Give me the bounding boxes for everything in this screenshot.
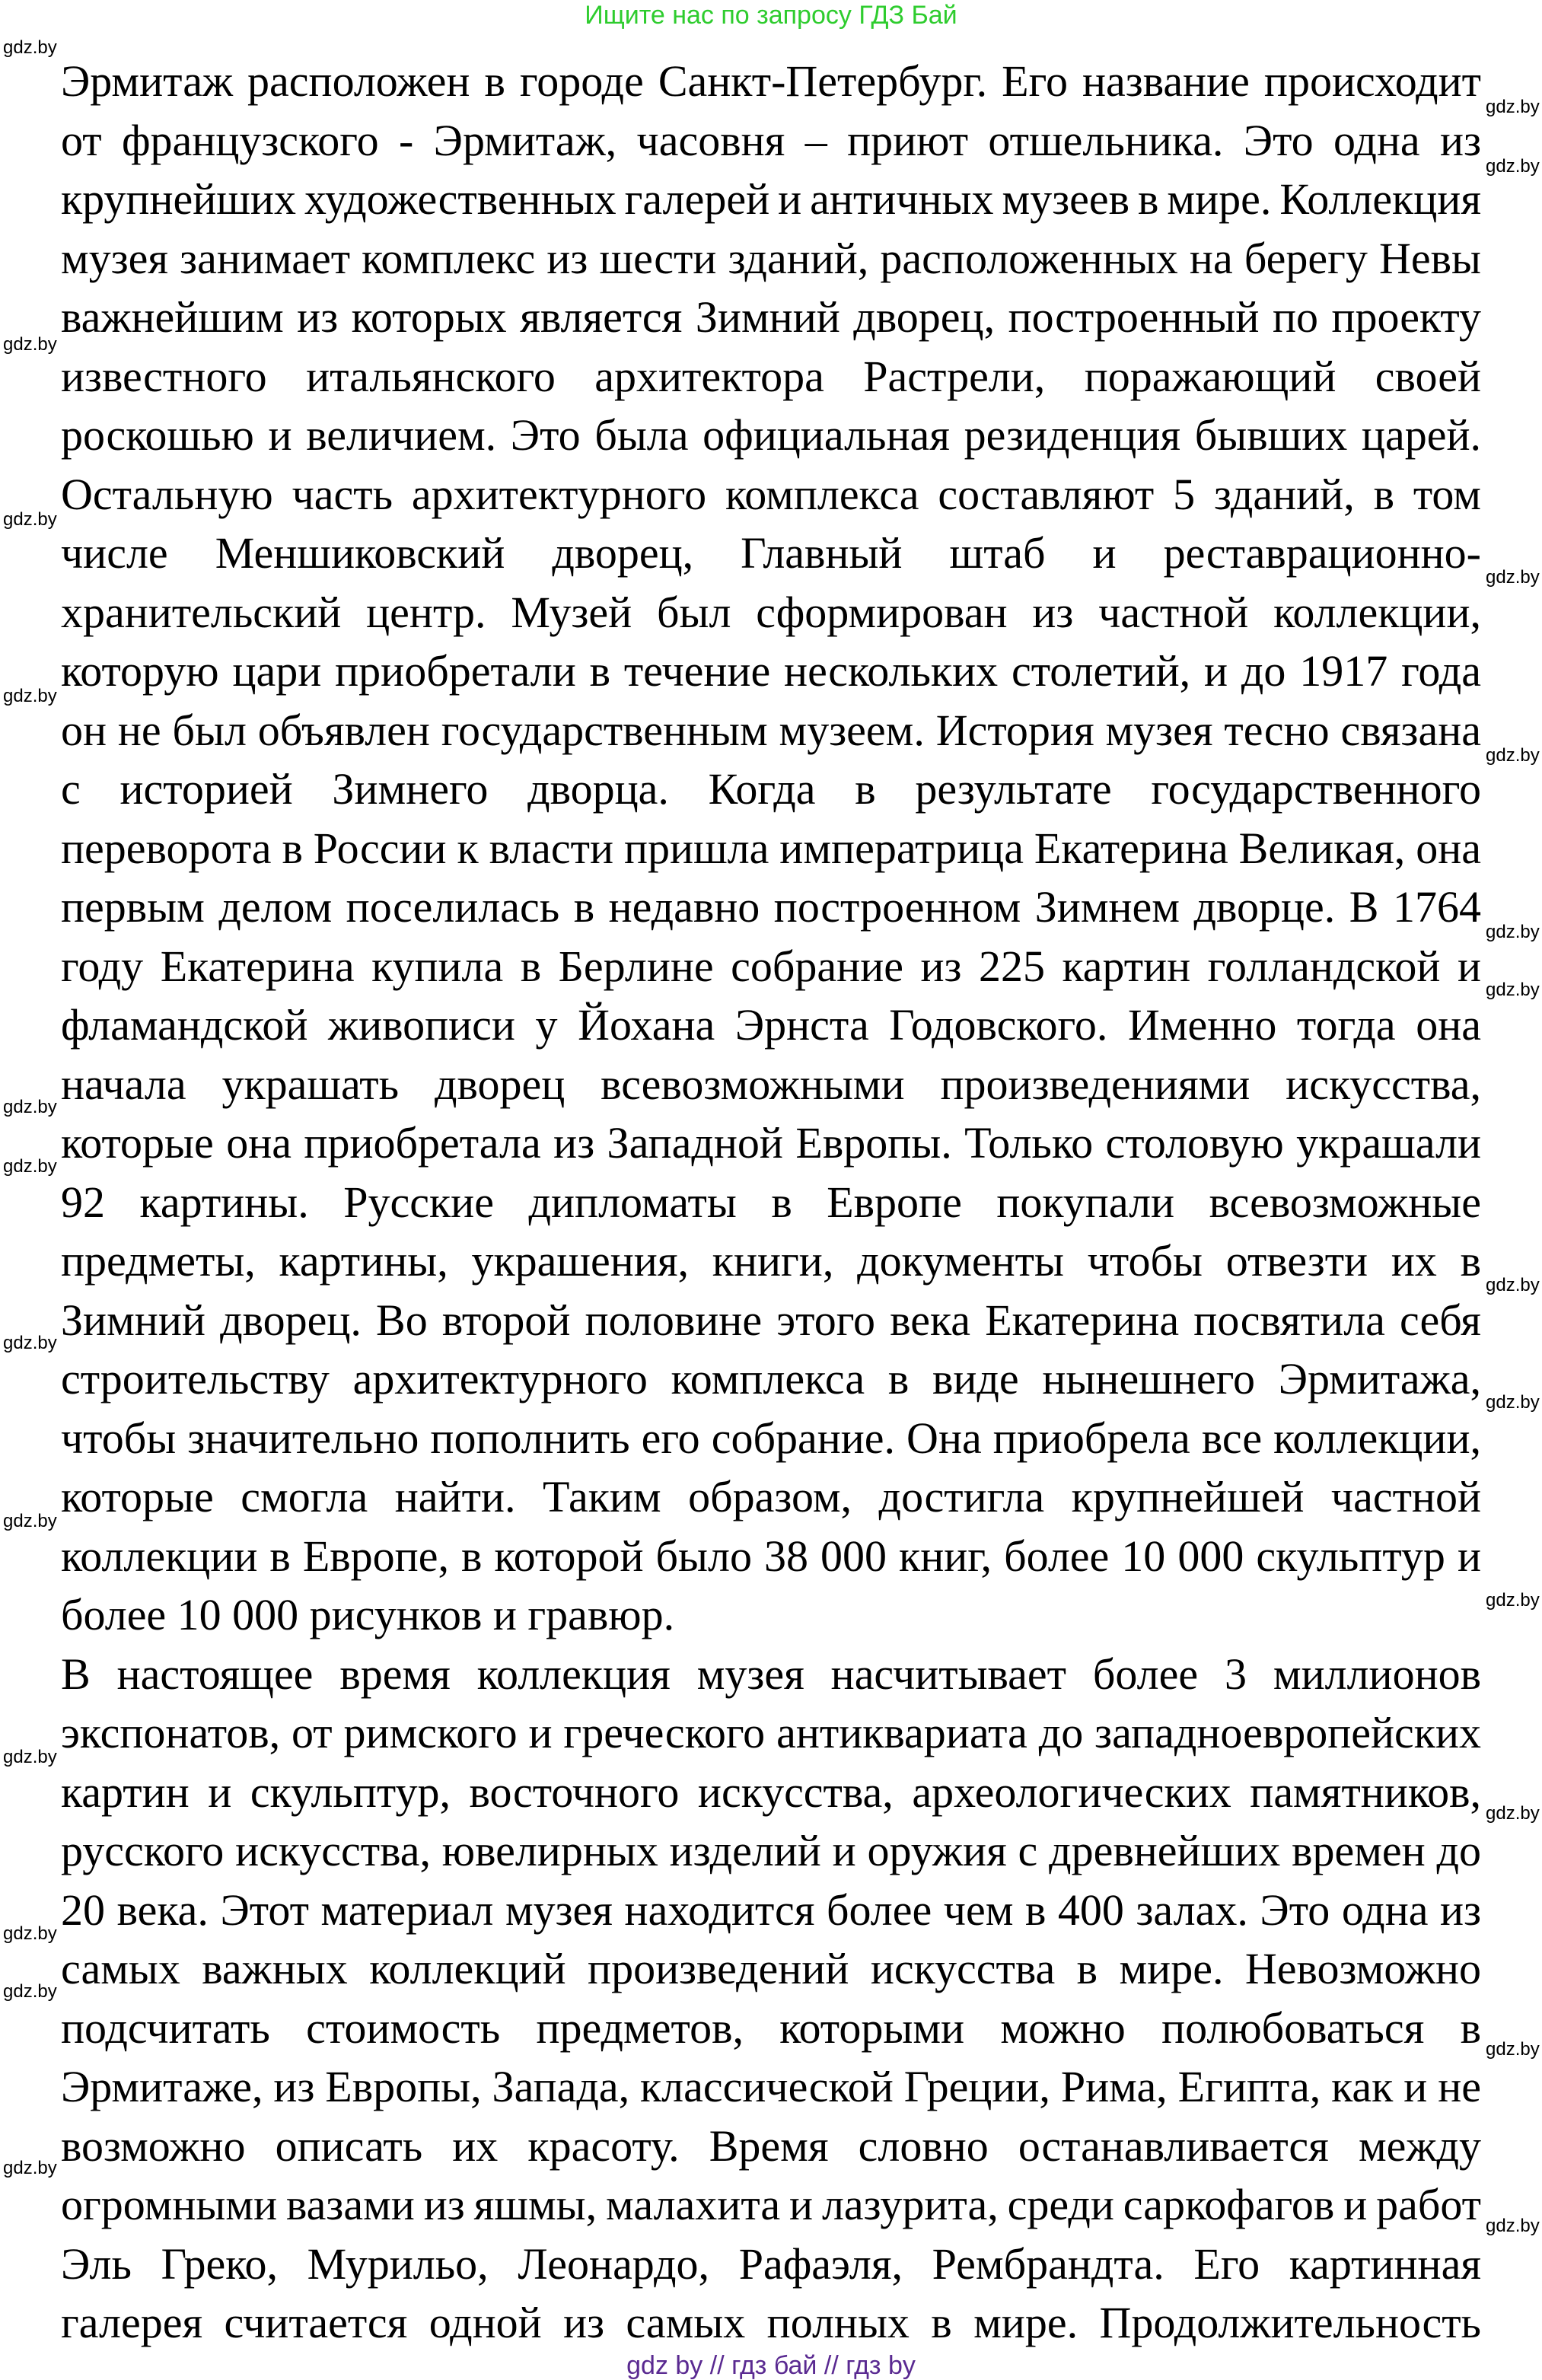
watermark: gdz.by bbox=[3, 1747, 57, 1767]
text-line: строительству архитектурного комплекса в виде нынешнего Эрмитажа, bbox=[61, 1354, 1481, 1403]
text-line: Эль Греко, Мурильо, Леонардо, Рафаэля, Рембрандта. Его картинная bbox=[61, 2238, 1481, 2289]
text-line: предметы, картины, украшения, книги, документы чтобы отвезти их в bbox=[61, 1236, 1481, 1286]
text-line: Зимний дворец. Во второй половине этого века Екатерина посвятила себя bbox=[61, 1295, 1481, 1345]
watermark: gdz.by bbox=[3, 686, 57, 706]
watermark: gdz.by bbox=[1486, 1275, 1540, 1295]
watermark: gdz.by bbox=[1486, 1392, 1540, 1413]
watermark: gdz.by bbox=[1486, 2216, 1540, 2236]
watermark: gdz.by bbox=[3, 1097, 57, 1117]
watermark: gdz.by bbox=[3, 1981, 57, 2002]
text-line: 92 картины. Русские дипломаты в Европе покупали всевозможные bbox=[61, 1177, 1481, 1227]
watermark: gdz.by bbox=[1486, 97, 1540, 117]
watermark: gdz.by bbox=[3, 509, 57, 530]
text-line: 20 века. Этот материал музея находится более чем в 400 залах. Это одна из bbox=[61, 1885, 1481, 1935]
text-line: Эрмитаж расположен в городе Санкт-Петербург. Его название происходит bbox=[61, 56, 1481, 106]
text-line: возможно описать их красоту. Время словно останавливается между bbox=[61, 2120, 1481, 2171]
text-line: более 10 000 рисунков и гравюр. bbox=[61, 1590, 675, 1639]
text-line: важнейшим из которых является Зимний дворец, построенный по проекту bbox=[61, 292, 1481, 342]
watermark: gdz.by bbox=[3, 334, 57, 355]
watermark: gdz.by bbox=[1486, 156, 1540, 177]
watermark: gdz.by bbox=[1486, 745, 1540, 766]
text-line: которые она приобретала из Западной Европы. Только столовую украшали bbox=[61, 1118, 1481, 1168]
watermark: gdz.by bbox=[3, 1333, 57, 1353]
document-text bbox=[61, 52, 1481, 2353]
text-line: первым делом поселилась в недавно построенном Зимнем дворце. В 1764 bbox=[61, 882, 1481, 932]
text-line: хранительский центр. Музей был сформирован из частной коллекции, bbox=[61, 587, 1481, 637]
text-line: Остальную часть архитектурного комплекса составляют 5 зданий, в том bbox=[61, 469, 1481, 519]
text-line: с историей Зимнего дворца. Когда в результате государственного bbox=[61, 764, 1481, 814]
text-line: роскошью и величием. Это была официальная резиденция бывших царей. bbox=[61, 410, 1481, 460]
watermark: gdz.by bbox=[1486, 922, 1540, 942]
text-line: экспонатов, от римского и греческого антиквариата до западноевропейских bbox=[61, 1708, 1481, 1757]
text-line: начала украшать дворец всевозможными произведениями искусства, bbox=[61, 1059, 1481, 1109]
watermark: gdz.by bbox=[3, 37, 57, 58]
text-line: крупнейших художественных галерей и античных музеев в мире. Коллекция bbox=[61, 174, 1481, 224]
watermark: gdz.by bbox=[1486, 1803, 1540, 1824]
text-line: картин и скульптур, восточного искусства, археологических памятников, bbox=[61, 1767, 1481, 1817]
text-line: от французского - Эрмитаж, часовня – приют отшельника. Это одна из bbox=[61, 115, 1481, 165]
text-line: галерея считается одной из самых полных в мире. Продолжительность bbox=[61, 2298, 1481, 2347]
text-line: огромными вазами из яшмы, малахита и лазурита, среди саркофагов и работ bbox=[61, 2180, 1481, 2229]
watermark: gdz.by bbox=[1486, 1590, 1540, 1611]
watermark: gdz.by bbox=[1486, 980, 1540, 1000]
text-line: году Екатерина купила в Берлине собрание из 225 картин голландской и bbox=[61, 941, 1481, 991]
text-line: которые смогла найти. Таким образом, достигла крупнейшей частной bbox=[61, 1472, 1481, 1521]
text-line: Эрмитаже, из Европы, Запада, классической Греции, Рима, Египта, как и не bbox=[61, 2062, 1481, 2111]
text-line: музея занимает комплекс из шести зданий, расположенных на берегу Невы bbox=[61, 233, 1481, 283]
text-line: коллекции в Европе, в которой было 38 000 книг, более 10 000 скульптур и bbox=[61, 1531, 1481, 1581]
text-line: русского искусства, ювелирных изделий и оружия с древнейших времен до bbox=[61, 1826, 1481, 1875]
text-line: числе Меншиковский дворец, Главный штаб и реставрационно- bbox=[61, 528, 1481, 578]
watermark: gdz.by bbox=[3, 1923, 57, 1944]
text-line: фламандской живописи у Йохана Эрнста Годовского. Именно тогда она bbox=[61, 1000, 1481, 1050]
footer-links[interactable]: gdz by // гдз бай // гдз by bbox=[626, 2351, 916, 2380]
watermark: gdz.by bbox=[1486, 567, 1540, 588]
watermark: gdz.by bbox=[3, 2158, 57, 2178]
watermark: gdz.by bbox=[3, 1156, 57, 1177]
text-line: чтобы значительно пополнить его собрание. Она приобрела все коллекции, bbox=[61, 1413, 1481, 1463]
text-line: известного итальянского архитектора Растрели, поражающий своей bbox=[61, 351, 1481, 401]
text-line: В настоящее время коллекция музея насчитывает более 3 миллионов bbox=[61, 1649, 1481, 1699]
text-line: подсчитать стоимость предметов, которыми можно полюбоваться в bbox=[61, 2002, 1481, 2053]
watermark: gdz.by bbox=[3, 1511, 57, 1531]
text-line: переворота в России к власти пришла императрица Екатерина Великая, она bbox=[61, 823, 1481, 873]
search-banner: Ищите нас по запросу ГДЗ Бай bbox=[585, 1, 957, 30]
text-line: самых важных коллекций произведений искусства в мире. Невозможно bbox=[61, 1944, 1481, 1993]
text-line: он не был объявлен государственным музеем. История музея тесно связана bbox=[61, 705, 1481, 755]
text-line: которую цари приобретали в течение нескольких столетий, и до 1917 года bbox=[61, 646, 1481, 696]
watermark: gdz.by bbox=[1486, 2039, 1540, 2060]
